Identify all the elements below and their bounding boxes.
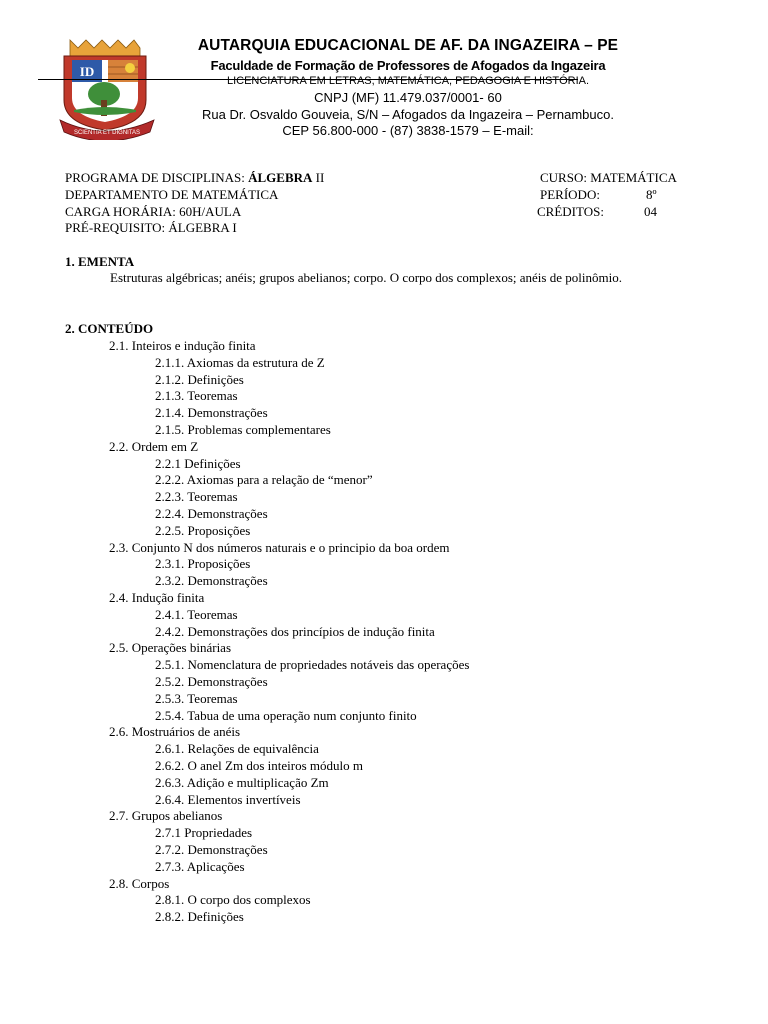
subsection-item: 2.5.4. Tabua de uma operação num conjunto finito xyxy=(155,707,417,723)
institution-logo xyxy=(58,38,158,140)
subsection-item: 2.8.1. O corpo dos complexos xyxy=(155,892,311,908)
subsection-item: 2.6.2. O anel Zm dos inteiros módulo m xyxy=(155,758,363,773)
subsection-item: 2.1.4. Demonstrações xyxy=(155,405,268,421)
subsection-item: 2.5.2. Demonstrações xyxy=(155,674,268,689)
subsection-item: 2.2.2. Axiomas para a relação de “menor” xyxy=(155,472,373,488)
subsection-item: 2.1.3. Teoremas xyxy=(155,388,238,404)
address: Rua Dr. Osvaldo Gouveia, S/N – Afogados da Ingazeira – Pernambuco. xyxy=(202,107,614,122)
faculty-name: Faculdade de Formação de Professores de Afogados da Ingazeira xyxy=(210,58,606,73)
subsection-item: 2.2.5. Proposições xyxy=(155,522,251,538)
subsection-item: 2.7.1 Propriedades xyxy=(155,825,253,841)
ementa-heading: 1. EMENTA xyxy=(65,254,135,269)
logo-motto: SCIENTIA ET DIGNITAS xyxy=(73,130,141,136)
subsection-item: 2.4.1. Teoremas xyxy=(155,606,238,622)
creditos-value: 04 xyxy=(644,204,657,219)
svg-text:ID: ID xyxy=(79,64,95,79)
section-item: 2.5. Operações binárias xyxy=(109,640,232,656)
programa-disciplina: PROGRAMA DE DISCIPLINAS: ÁLGEBRA II xyxy=(65,170,325,185)
cep-phone-email: CEP 56.800-000 - (87) 3838-1579 – E-mail: xyxy=(282,123,534,138)
ementa-text: Estruturas algébricas; anéis; grupos abelianos; corpo. O corpo dos complexos; anéis de polinômio. xyxy=(110,270,622,285)
subsection-item: 2.5.1. Nomenclatura de propriedades notáveis das operações xyxy=(155,657,470,673)
subsection-item: 2.2.3. Teoremas xyxy=(155,489,238,505)
subsection-item: 2.2.1 Definições xyxy=(155,455,241,471)
subsection-item: 2.1.2. Definições xyxy=(155,371,244,387)
periodo-value: 8º xyxy=(646,187,657,202)
subsection-item: 2.1.5. Problemas complementares xyxy=(155,422,331,437)
conteudo-heading: 2. CONTEÚDO xyxy=(65,321,154,336)
curso: CURSO: MATEMÁTICA xyxy=(540,170,677,185)
subsection-item: 2.2.4. Demonstrações xyxy=(155,506,268,521)
section-item: 2.3. Conjunto N dos números naturais e o principio da boa ordem xyxy=(109,539,450,555)
carga-horaria: CARGA HORÁRIA: 60H/AULA xyxy=(65,204,242,219)
subsection-item: 2.1.1. Axiomas da estrutura de Z xyxy=(155,354,325,370)
subsection-item: 2.7.2. Demonstrações xyxy=(155,842,268,857)
departamento: DEPARTAMENTO DE MATEMÁTICA xyxy=(65,187,279,202)
section-item: 2.6. Mostruários de anéis xyxy=(109,724,241,740)
institution-name: AUTARQUIA EDUCACIONAL DE AF. DA INGAZEIRA – PE xyxy=(197,37,619,54)
subsection-item: 2.6.1. Relações de equivalência xyxy=(155,741,319,757)
subsection-item: 2.7.3. Aplicações xyxy=(155,858,245,874)
section-item: 2.2. Ordem em Z xyxy=(109,438,199,454)
cnpj: CNPJ (MF) 11.479.037/0001- 60 xyxy=(314,90,502,105)
section-item: 2.1. Inteiros e indução finita xyxy=(109,338,256,353)
courses-offered: LICENCIATURA EM LETRAS, MATEMÁTICA, PEDAGOGIA E HISTÓRIA. xyxy=(226,75,590,87)
subsection-item: 2.6.3. Adição e multiplicação Zm xyxy=(155,774,329,790)
periodo-label: PERÍODO: xyxy=(540,187,600,202)
subsection-item: 2.5.3. Teoremas xyxy=(155,690,238,706)
subsection-item: 2.3.2. Demonstrações xyxy=(155,573,268,589)
section-item: 2.8. Corpos xyxy=(109,875,170,891)
subsection-item: 2.6.4. Elementos invertíveis xyxy=(155,791,301,807)
section-item: 2.7. Grupos abelianos xyxy=(109,808,223,824)
creditos-label: CRÉDITOS: xyxy=(537,204,604,219)
logo-crown xyxy=(70,40,140,56)
subsection-item: 2.4.2. Demonstrações dos princípios de indução finita xyxy=(155,623,435,639)
pre-requisito: PRÉ-REQUISITO: ÁLGEBRA I xyxy=(65,220,237,235)
section-item: 2.4. Indução finita xyxy=(109,590,205,605)
subsection-item: 2.3.1. Proposições xyxy=(155,556,251,572)
subsection-item: 2.8.2. Definições xyxy=(155,909,244,925)
